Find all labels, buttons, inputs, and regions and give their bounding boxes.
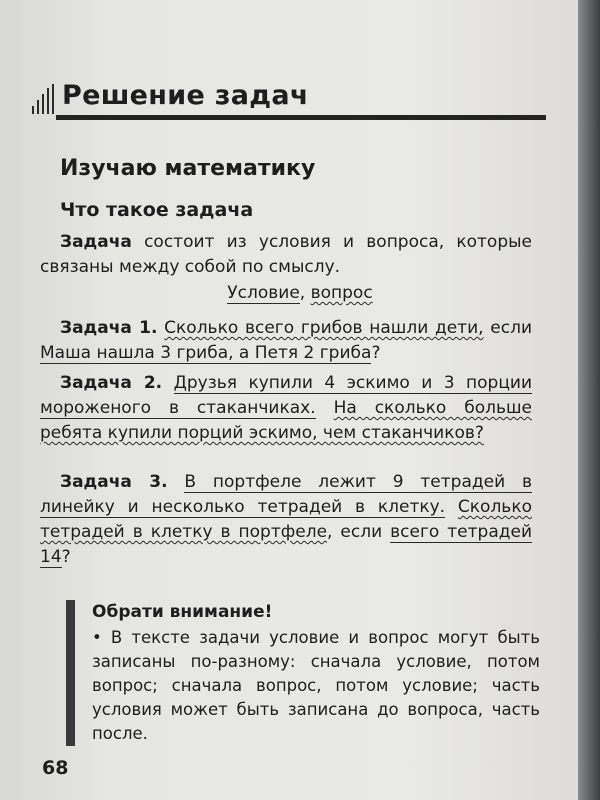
note-text: В тексте задачи условие и вопрос могут быть записаны по-разному: сначала условие, потом вопрос; сначала вопрос, потом условие; часть условия может быть записана до вопроса, часть после. xyxy=(92,628,540,743)
note-bullet-icon: • xyxy=(92,628,102,647)
intro-text: состоит из условия и вопроса, которые связаны между собой по смыслу. xyxy=(40,232,532,277)
task-3-connector: , если xyxy=(327,522,391,542)
terms-line xyxy=(0,283,600,303)
task-1 xyxy=(40,316,532,366)
task-3-condition-2: всего тетрадей 14 xyxy=(40,522,533,567)
term-condition: Условие xyxy=(227,283,300,303)
note-body xyxy=(92,626,540,746)
term-separator: , xyxy=(299,283,311,303)
header-rule xyxy=(56,115,546,120)
task-1-end: ? xyxy=(371,343,381,363)
chapter-title: Решение задач xyxy=(62,80,309,111)
task-3-label: Задача 3. xyxy=(60,472,168,492)
task-2 xyxy=(40,371,532,446)
task-1-condition: Маша нашла 3 гриба, а Петя 2 гриба xyxy=(40,343,372,363)
note-side-bar xyxy=(66,600,75,746)
task-3-condition: В портфеле лежит 9 тетрадей в линейку и несколько тетрадей в клетку. xyxy=(40,472,532,517)
page-edge-shadow xyxy=(578,0,600,800)
task-1-label: Задача 1. xyxy=(60,318,158,338)
page-number: 68 xyxy=(42,757,69,779)
intro-bold-term: Задача xyxy=(60,232,132,252)
section-title: Изучаю математику xyxy=(60,156,316,181)
note-title: Обрати внимание! xyxy=(92,602,273,622)
task-2-condition: Друзья купили 4 эскимо и 3 порции мороженого в стаканчиках. xyxy=(40,373,532,418)
task-2-question: На сколько больше ребята купили порций эскимо, чем стаканчиков? xyxy=(40,398,532,443)
subsection-title: Что такое задача xyxy=(60,199,254,221)
task-2-label: Задача 2. xyxy=(60,373,163,393)
task-1-question: Сколько всего грибов нашли дети, xyxy=(164,318,484,338)
task-3-end: ? xyxy=(61,547,71,567)
task-3 xyxy=(40,470,532,570)
note-box xyxy=(66,600,546,746)
task-3-question: Сколько тетрадей в клетку в портфеле xyxy=(40,497,532,542)
task-1-connector: если xyxy=(490,318,533,338)
intro-paragraph xyxy=(40,230,532,280)
chapter-header xyxy=(26,78,546,120)
bars-decoration-icon xyxy=(32,84,58,114)
term-question: вопрос xyxy=(310,283,373,303)
